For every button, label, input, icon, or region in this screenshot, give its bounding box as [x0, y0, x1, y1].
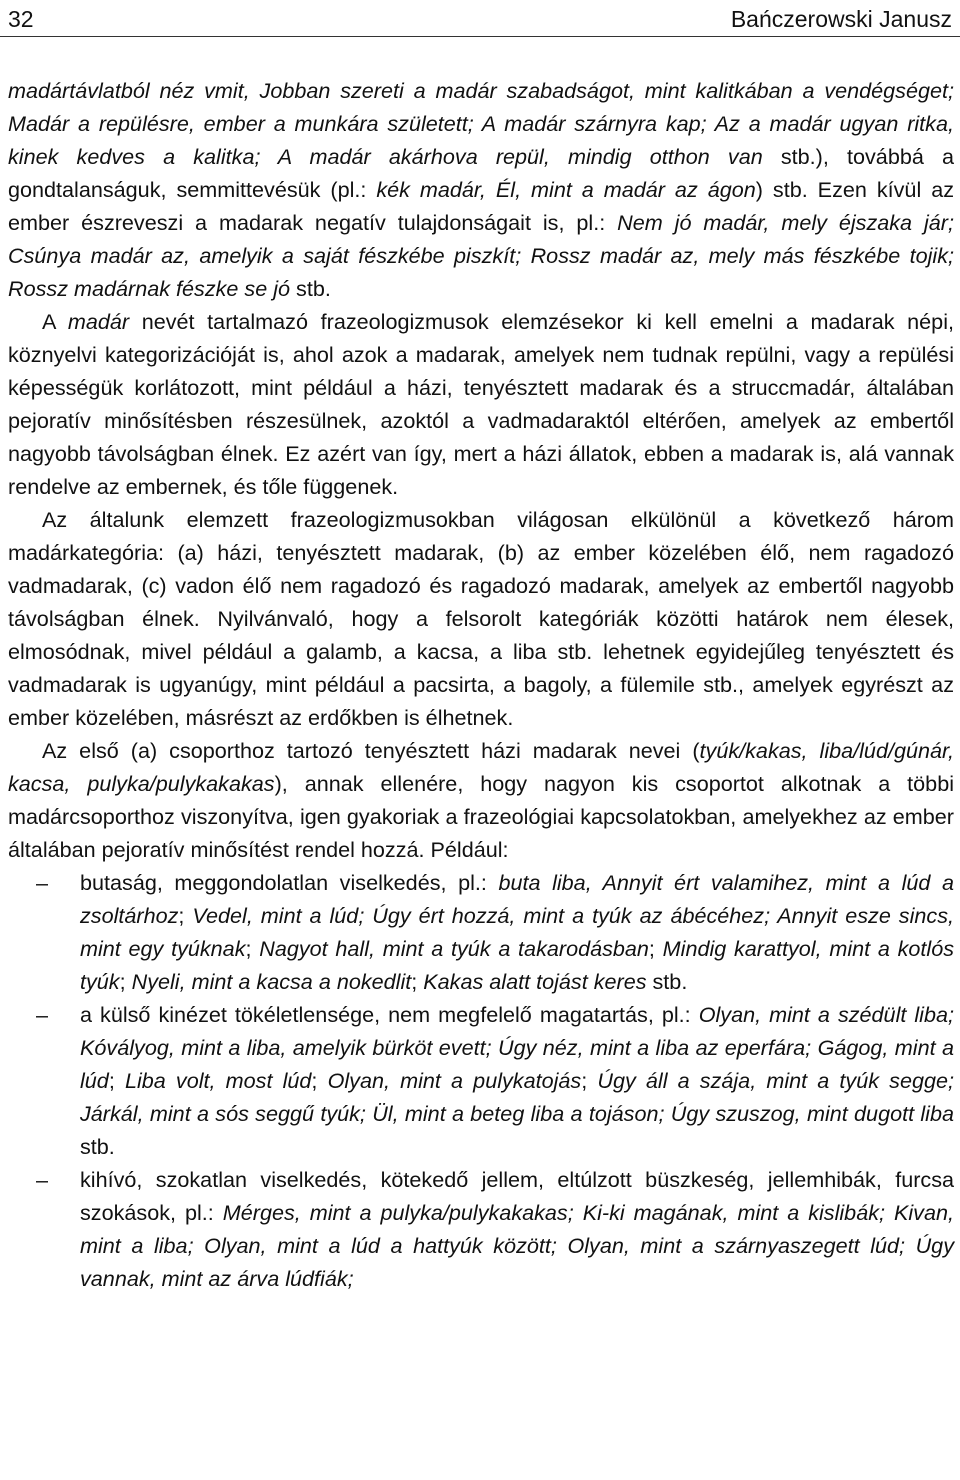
- text-span: ;: [245, 936, 260, 961]
- text-span: Liba volt, most lúd: [124, 1068, 312, 1093]
- text-span: Mindig karattyol, mint a kotlós tyúk: [80, 936, 955, 994]
- text-span: ;: [178, 903, 193, 928]
- running-head-author: Bańczerowski Janusz: [730, 6, 952, 32]
- text-span: ;: [648, 936, 663, 961]
- text-span: butaság, meggondolatlan viselkedés, pl.:: [80, 870, 499, 895]
- text-span: a külső kinézet tökéletlensége, nem megfelelő magatartás, pl.:: [80, 1002, 699, 1027]
- paragraph-1: [8, 74, 954, 305]
- text-span: buta liba, Annyit ért valamihez, mint a lúd a zsoltárhoz: [80, 870, 954, 928]
- text-span: stb.), továbbá a gondtalanságuk, semmittevésük (pl.:: [8, 144, 954, 202]
- paragraph-3: [8, 503, 954, 734]
- text-span: stb.: [80, 1134, 115, 1159]
- paragraph-4: [8, 734, 954, 866]
- page-number: 32: [8, 6, 34, 32]
- text-span: ;: [108, 1068, 125, 1093]
- page-header: [0, 0, 960, 37]
- text-span: tyúk/kakas, liba/lúd/gúnár, kacsa, pulyka/pulykakakas: [8, 738, 954, 796]
- text-span: ;: [581, 1068, 598, 1093]
- text-span: Úgy áll a szája, mint a tyúk segge; Járkál, mint a sós seggű tyúk; Ül, mint a beteg liba a tojáson; Úgy szuszog, mint dugott liba: [80, 1068, 954, 1126]
- list-item: [8, 1163, 954, 1295]
- text-span: Mérges, mint a pulyka/pulykakakas; Ki-ki magának, mint a kislibák; Kivan, mint a liba; Olyan, mint a lúd a hattyúk között; Olyan, mint a szárnyaszegett lúd; Úgy vannak, mint az árva lúdfiák;: [80, 1200, 954, 1291]
- list-item: [8, 998, 954, 1163]
- text-span: stb.: [646, 969, 688, 994]
- text-span: Kakas alatt tojást keres: [423, 969, 647, 994]
- text-span: Az általunk elemzett frazeologizmusokban világosan elkülönül a következő három madárkategória: (a) házi, tenyésztett madarak, (b) az ember közelében élő, nem ragadozó vadmadarak, (c) vadon élő nem ragadozó és ragadozó madarak, amelyek az embertől nagyobb távolságban élnek. Nyilvánvaló, hogy a felsorolt kategóriák közötti határok nem élesek, elmosódnak, mivel például a galamb, a kacsa, a liba stb. lehetnek egyidejűleg tenyésztett és vadmadarak is ugyanúgy, mint például a pacsirta, a bagoly, a fülemile stb., amelyek egyrészt az ember közelében, másrészt az erdőkben is élhetnek.: [8, 507, 954, 730]
- list-dash: –: [36, 870, 49, 895]
- text-span: Nagyot hall, mint a tyúk a takarodásban: [259, 936, 649, 961]
- list-item: [8, 866, 954, 998]
- text-span: kihívó, szokatlan viselkedés, kötekedő jellem, eltúlzott büszkeség, jellemhibák, furcsa szokások, pl.:: [80, 1167, 954, 1225]
- text-span: ;: [119, 969, 132, 994]
- text-span: ), annak ellenére, hogy nagyon kis csoportot alkotnak a többi madárcsoporthoz viszonyítva, igen gyakoriak a frazeológiai kapcsolatokban, amelyekhez az ember általában pejoratív minősítést rendel hozzá. Például:: [8, 771, 954, 862]
- list-dash: –: [36, 1002, 49, 1027]
- paragraph-2: [8, 305, 954, 503]
- text-span: madártávlatból néz vmit, Jobban szereti a madár szabadságot, mint kalitkában a vendégséget; Madár a repülésre, ember a munkára született; A madár szárnyra kap; Az a madár ugyan ritka, kinek kedves a kalitka; A madár akárhova repül, mindig otthon van: [8, 78, 954, 169]
- text-span: ) stb. Ezen kívül az ember észreveszi a madarak negatív tulajdonságait is, pl.:: [8, 177, 955, 235]
- text-span: Olyan, mint a szédült liba; Kóvályog, mint a liba, amelyik bürköt evett; Úgy néz, mint a liba az eperfára; Gágog, mint a lúd: [80, 1002, 954, 1093]
- list-dash: –: [36, 1167, 49, 1192]
- body-text: [8, 74, 954, 1295]
- example-list: [8, 866, 954, 1295]
- text-span: stb.: [290, 276, 331, 301]
- text-span: ;: [311, 1068, 328, 1093]
- text-span: Olyan, mint a pulykatojás: [327, 1068, 582, 1093]
- text-span: Az első (a) csoporthoz tartozó tenyésztett házi madarak nevei (: [42, 738, 700, 763]
- text-span: Vedel, mint a lúd; Úgy ért hozzá, mint a tyúk az ábécéhez; Annyit esze sincs, mint egy tyúknak: [80, 903, 954, 961]
- text-span: Nyeli, mint a kacsa a nokedlit: [131, 969, 412, 994]
- text-span: madár: [67, 309, 130, 334]
- text-span: ;: [411, 969, 424, 994]
- text-span: nevét tartalmazó frazeologizmusok elemzésekor ki kell emelni a madarak népi, köznyelvi kategorizációját is, ahol azok a madarak, amelyek nem tudnak repülni, vagy a repülési képességük korlátozott, mint például a házi, tenyésztett madarak és a struccmadár, általában pejoratív minősítésben részesülnek, azoktól a vadmadaraktól eltérően, amelyek az embertől nagyobb távolságban élnek. Ez azért van így, mert a házi állatok, ebben a madarak is, alá vannak rendelve az embernek, és tőle függenek.: [8, 309, 954, 499]
- text-span: Nem jó madár, mely éjszaka jár; Csúnya madár az, amelyik a saját fészkébe piszkít; Rossz madár az, mely más fészkébe tojik; Rossz madárnak fészke se jó: [8, 210, 954, 301]
- text-span: A: [42, 309, 68, 334]
- text-span: kék madár, Él, mint a madár az ágon: [376, 177, 756, 202]
